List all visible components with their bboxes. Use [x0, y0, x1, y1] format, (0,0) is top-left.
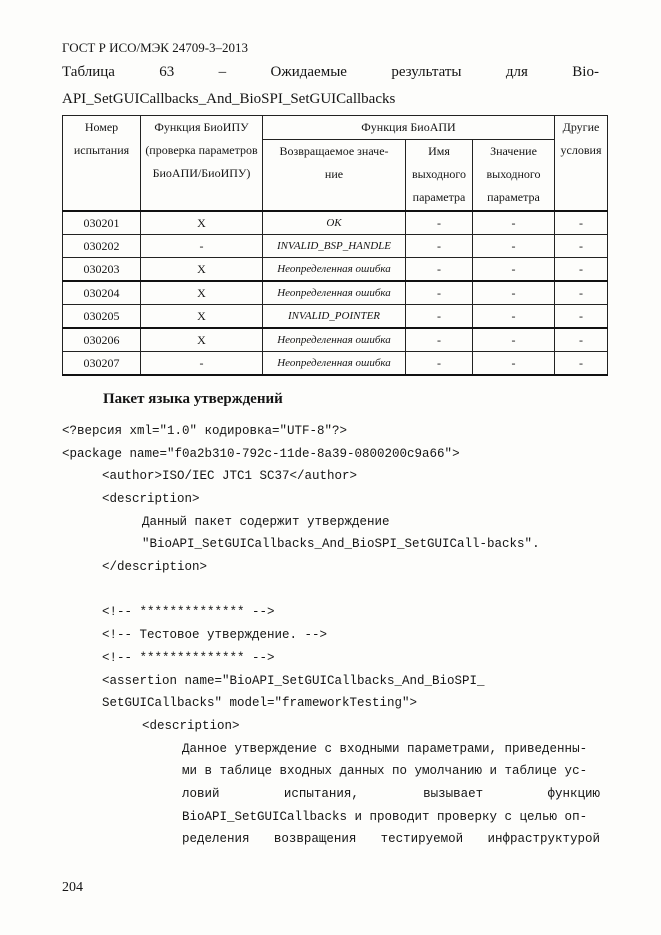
table-row [63, 281, 608, 305]
caption-word: Bio- [572, 64, 599, 80]
cell-result: INVALID_BSP_HANDLE [263, 235, 406, 258]
cell-check: X [141, 305, 263, 329]
caption-word: Таблица [62, 64, 115, 80]
paragraph-word: вызывает [423, 787, 484, 801]
code-xml-declaration: <?версия xml="1.0" кодировка="UTF-8"?> [62, 424, 348, 438]
caption-word: для [505, 64, 528, 80]
cell-check: X [141, 281, 263, 305]
cell-param-value: - [473, 305, 555, 329]
cell-other: - [555, 305, 608, 329]
cell-param-value: - [473, 235, 555, 258]
code-comment: <!-- Тестовое утверждение. --> [102, 628, 328, 642]
cell-param-name: - [406, 258, 473, 282]
table-row [63, 258, 608, 282]
cell-param-name: - [406, 281, 473, 305]
paragraph-word: возвращения [273, 832, 357, 846]
cell-param-name: - [406, 305, 473, 329]
code-description-text: "BioAPI_SetGUICallbacks_And_BioSPI_SetGUICall-backs". [142, 537, 540, 551]
caption-word: Ожидаемые [270, 64, 347, 80]
caption-word: – [218, 64, 227, 80]
cell-param-name: - [406, 328, 473, 352]
cell-other: - [555, 258, 608, 282]
cell-check: X [141, 328, 263, 352]
cell-test-id: 030207 [63, 352, 141, 376]
page-number: 204 [62, 880, 83, 895]
cell-param-value: - [473, 281, 555, 305]
table-row [63, 235, 608, 258]
header-bioipu-function: Функция БиоИПУ (проверка параметров БиоАПИ/БиоИПУ) [141, 116, 263, 212]
cell-test-id: 030203 [63, 258, 141, 282]
header-bioapi-function: Функция БиоАПИ [263, 116, 555, 140]
cell-other: - [555, 281, 608, 305]
table-caption-line2: API_SetGUICallbacks_And_BioSPI_SetGUICallbacks [62, 91, 396, 107]
expected-results-table [62, 115, 608, 376]
header-param-value: Значение выходного параметра [473, 140, 555, 212]
cell-check: - [141, 352, 263, 376]
section-title: Пакет языка утверждений [103, 391, 283, 407]
standard-header: ГОСТ Р ИСО/МЭК 24709-3–2013 [62, 40, 249, 55]
code-paragraph-line: BioAPI_SetGUICallbacks и проводит проверку с целью оп- [182, 810, 588, 824]
code-description-close: </description> [102, 560, 208, 574]
code-description-open: <description> [102, 492, 200, 506]
table-row [63, 211, 608, 235]
cell-test-id: 030201 [63, 211, 141, 235]
table-caption-line1 [62, 64, 599, 81]
cell-other: - [555, 352, 608, 376]
code-description-text: Данный пакет содержит утверждение [142, 515, 390, 529]
paragraph-word: испытания, [283, 787, 359, 801]
cell-check: X [141, 211, 263, 235]
cell-result: Неопределенная ошибка [263, 281, 406, 305]
code-assertion-open: SetGUICallbacks" model="frameworkTesting"> [102, 696, 418, 710]
header-return-value: Возвращаемое значе-ние [263, 140, 406, 212]
cell-test-id: 030206 [63, 328, 141, 352]
cell-other: - [555, 328, 608, 352]
cell-result: OK [263, 211, 406, 235]
cell-param-name: - [406, 211, 473, 235]
table-row [63, 305, 608, 329]
paragraph-word: тестируемой [380, 832, 464, 846]
cell-test-id: 030202 [63, 235, 141, 258]
paragraph-word: ределения [182, 832, 250, 846]
cell-param-value: - [473, 211, 555, 235]
code-package-open: <package name="f0a2b310-792c-11de-8a39-0800200c9a66"> [62, 447, 460, 461]
cell-param-value: - [473, 352, 555, 376]
code-comment: <!-- ************** --> [102, 605, 275, 619]
cell-result: Неопределенная ошибка [263, 328, 406, 352]
code-inner-description-open: <description> [142, 719, 240, 733]
cell-param-name: - [406, 352, 473, 376]
cell-param-value: - [473, 328, 555, 352]
table-row [63, 328, 608, 352]
cell-check: X [141, 258, 263, 282]
cell-result: Неопределенная ошибка [263, 352, 406, 376]
cell-test-id: 030205 [63, 305, 141, 329]
code-assertion-open: <assertion name="BioAPI_SetGUICallbacks_And_BioSPI_ [102, 674, 485, 688]
code-paragraph-line: Данное утверждение с входными параметрами, приведенны- [182, 742, 588, 756]
cell-check: - [141, 235, 263, 258]
paragraph-word: ловий [182, 787, 220, 801]
code-author: <author>ISO/IEC JTC1 SC37</author> [102, 469, 358, 483]
code-paragraph-line [182, 832, 600, 846]
cell-param-value: - [473, 258, 555, 282]
caption-word: результаты [391, 64, 462, 80]
paragraph-word: функцию [547, 787, 600, 801]
cell-result: Неопределенная ошибка [263, 258, 406, 282]
code-paragraph-line: ми в таблице входных данных по умолчанию и таблице ус- [182, 764, 588, 778]
header-test-number: Номер испытания [63, 116, 141, 212]
header-param-name: Имя выходного параметра [406, 140, 473, 212]
table-row [63, 352, 608, 376]
cell-test-id: 030204 [63, 281, 141, 305]
header-other-conditions: Другие условия [555, 116, 608, 212]
caption-word: 63 [159, 64, 175, 80]
code-paragraph-line [182, 787, 600, 801]
cell-other: - [555, 211, 608, 235]
code-comment: <!-- ************** --> [102, 651, 275, 665]
paragraph-word: инфраструктурой [487, 832, 600, 846]
cell-result: INVALID_POINTER [263, 305, 406, 329]
cell-other: - [555, 235, 608, 258]
cell-param-name: - [406, 235, 473, 258]
